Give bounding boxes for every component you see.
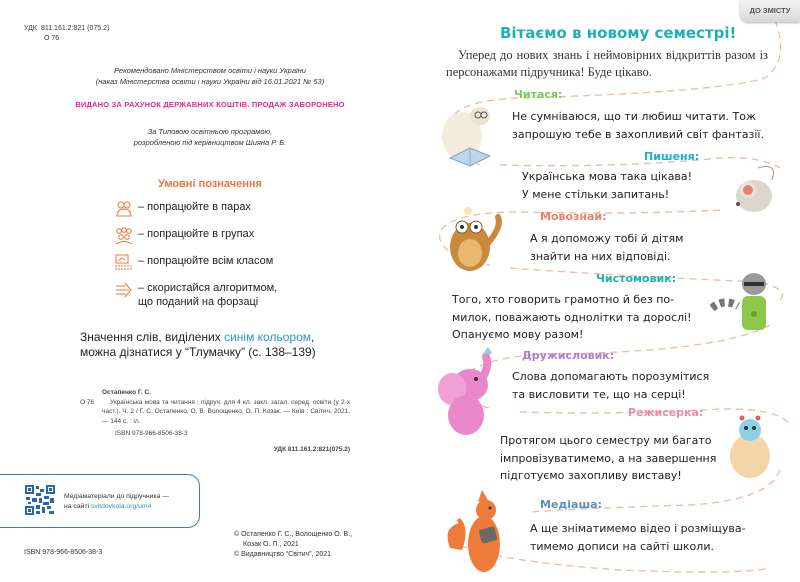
catalog-description: Українська мова та читання : підруч. для 4 кл. закл. загал. серед. освіти (у 2-х част.). Ч. 2 / Г. С. Остапенко, О. В. Волощенко, О. П. Козак. — Київ : Світич, 2021. — 144 с. : іл. xyxy=(102,398,350,425)
media-link[interactable]: svitdovkola.org/um4 xyxy=(90,503,152,510)
media-line-2-prefix: на сайті xyxy=(64,503,91,510)
character-line: А я допоможу тобі й дітям xyxy=(530,232,684,245)
elephant-icon xyxy=(430,345,510,441)
toc-button[interactable]: ДО ЗМІСТУ xyxy=(740,0,800,22)
sheep-icon xyxy=(432,98,502,170)
copyright-line-3: © Видавництво “Світич”, 2021 xyxy=(234,551,332,558)
isbn: ISBN 978-966-8506-38-3 xyxy=(24,549,103,556)
intro-text: Уперед до нових знань і неймовірних відкриттів разом із персонажами підручника! Буде цікаво. xyxy=(446,48,768,79)
character-line: Того, хто говорить грамотно й без по- xyxy=(452,293,675,306)
program-line-2: розробленою під керівництвом Шияна Р. Б. xyxy=(133,138,287,147)
legend-text: – попрацюйте в парах xyxy=(138,201,251,213)
character-text-pyshenia xyxy=(522,168,692,203)
legend-title: Умовні позначення xyxy=(158,178,262,190)
character-name-mediasha: Медіаша: xyxy=(540,498,602,511)
chick-icon xyxy=(722,410,778,482)
legend-item-algorithm xyxy=(114,281,277,315)
character-line: Не сумніваюся, що ти любиш читати. Тож xyxy=(512,110,756,123)
character-name-druzhyslovyk: Дружисловик: xyxy=(522,349,615,362)
copyright-line-2: Козак О. П., 2021 xyxy=(243,541,299,548)
mouse-icon xyxy=(728,160,780,218)
glossary-text: Значення слів, виділених xyxy=(80,330,225,344)
udk-block xyxy=(24,24,109,44)
character-line: милок, поважають однолітки та дорослі! xyxy=(452,310,692,324)
glossary-comma: , xyxy=(311,330,315,344)
character-text-druzhyslovyk xyxy=(512,368,709,403)
character-name-pyshenia: Пишеня: xyxy=(644,150,700,163)
page-title: Вітаємо в новому семестрі! xyxy=(500,24,737,42)
legend-text-line-2: що поданий на форзаці xyxy=(138,296,259,308)
legend-text xyxy=(138,281,277,309)
catalog-record xyxy=(80,388,350,454)
algorithm-icon xyxy=(114,281,134,299)
character-line: Опануємо мову разом! xyxy=(452,328,584,341)
character-line: У мене стільки запитань! xyxy=(522,187,670,201)
character-name-movoznai: Мовознай: xyxy=(540,210,607,223)
author-mark: О 76 xyxy=(44,35,60,42)
legend-text: – попрацюйте в групах xyxy=(138,228,255,240)
character-line: підготуємо захопливу виставу! xyxy=(500,469,682,482)
catalog-udk: УДК 811.161.2:821(075.2) xyxy=(273,445,350,453)
qr-code-icon[interactable] xyxy=(24,484,56,516)
character-name-rezhyserka: Режисерка: xyxy=(628,406,704,419)
recommendation-line-2: (наказ Міністерства освіти і науки України від 16.01.2021 № 53) xyxy=(95,77,325,86)
group-work-icon xyxy=(114,227,134,245)
media-line-1: Медіаматеріали до підручника — xyxy=(64,493,170,500)
character-text-chystomovyk xyxy=(452,291,692,344)
character-text-mediasha xyxy=(530,520,746,555)
character-text-rezhyserka xyxy=(500,432,716,485)
media-materials-text xyxy=(64,492,169,512)
glossary-text-line-2: можна дізнатися у “Тлумачку” (с. 138–139) xyxy=(80,345,316,359)
character-line: тимемо дописи на сайті школи. xyxy=(530,539,714,553)
owl-icon xyxy=(440,203,510,275)
glossary-note xyxy=(80,330,316,360)
catalog-code: О 76 xyxy=(80,398,95,406)
recommendation-note xyxy=(40,65,380,87)
copyright xyxy=(234,530,352,560)
udk-code: 811.161.2:821 (075.2) xyxy=(40,25,110,32)
catalog-isbn: ISBN 978-966-8506-38-3 xyxy=(115,430,188,437)
legend-text-line-1: – скористайся алгоритмом, xyxy=(138,282,278,294)
character-line: Українська мова така цікава! xyxy=(522,170,693,183)
legend-text: – попрацюйте всім класом xyxy=(138,255,274,267)
character-line: Слова допомагають порозумітися xyxy=(512,370,710,383)
udk-label: УДК xyxy=(24,25,37,32)
fox-icon xyxy=(440,488,520,580)
legend-item-pairs xyxy=(114,200,277,227)
character-line: запрошую тебе в захопливий світ фантазії. xyxy=(512,127,764,141)
character-line: та висловити те, що на серці! xyxy=(512,387,686,401)
legend-list xyxy=(114,200,277,315)
class-work-icon xyxy=(114,254,134,272)
character-name-chystomovyk: Чистомовик: xyxy=(596,272,677,285)
character-line: Протягом цього семестру ми багато xyxy=(500,434,712,447)
recommendation-line-1: Рекомендовано Міністерством освіти і науки України xyxy=(114,66,306,75)
legend-item-groups xyxy=(114,227,277,254)
catalog-author: Остапенко Г. С. xyxy=(102,389,151,396)
glossary-highlight: синім кольором xyxy=(224,330,311,344)
character-text-movoznai xyxy=(530,230,683,265)
program-line-1: За Типовою освітньою програмою, xyxy=(147,127,273,136)
character-line: імпровізуватимемо, а на завершення xyxy=(500,451,717,465)
character-text-chytasia xyxy=(512,108,764,143)
pair-work-icon xyxy=(114,200,134,218)
raccoon-icon xyxy=(710,268,776,340)
character-name-chytasia: Читася: xyxy=(514,88,563,101)
legend-item-class xyxy=(114,254,277,281)
sale-prohibited-note: ВИДАНО ЗА РАХУНОК ДЕРЖАВНИХ КОШТІВ. ПРОДАЖ ЗАБОРОНЕНО xyxy=(75,100,345,109)
program-note xyxy=(40,126,380,148)
character-line: А ще зніматимемо відео і розміщува- xyxy=(530,522,746,535)
copyright-line-1: © Остапенко Г. С., Волощенко О. В., xyxy=(234,531,353,538)
character-line: знайти на них відповіді. xyxy=(530,249,671,263)
